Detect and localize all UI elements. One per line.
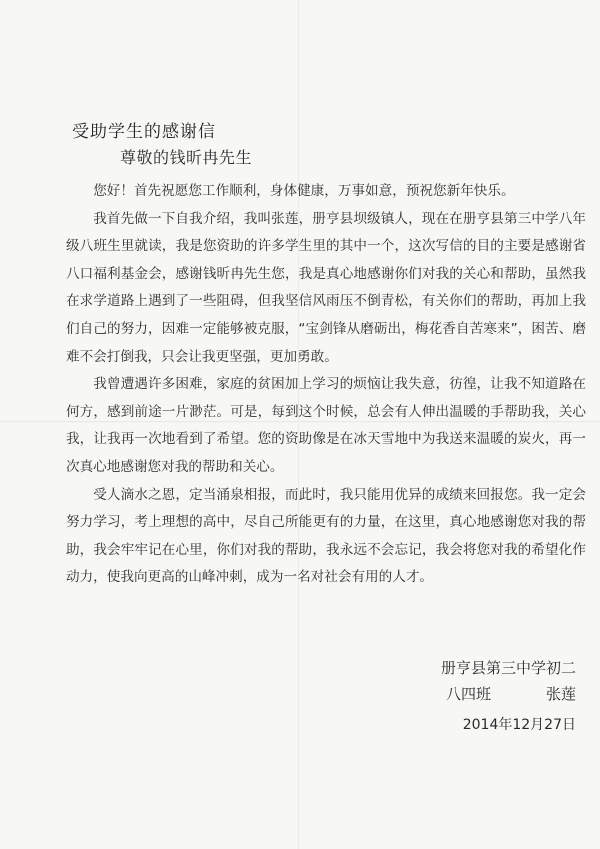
signature-school: 册亨县第三中学初二 — [440, 659, 576, 677]
letter-paragraph: 受人滴水之恩，定当涌泉相报，而此时，我只能用优异的成绩来回报您。我一定会努力学习，考上理想的高中，尽自己所能更有的力量，在这里，真心地感谢您对我的帮助，我会牢牢记在心里，你们对我的帮助，我永远不会忘记，我会将您对我的希望化作动力，使我向更高的山峰冲刺，成为一名对社会有用的人才。 — [66, 486, 586, 586]
letter-title: 受助学生的感谢信 — [72, 122, 216, 142]
signature-class: 八四班 — [446, 685, 492, 703]
letter-signature — [426, 655, 576, 707]
letter-paragraph: 我首先做一下自我介绍，我叫张莲，册亨县坝级镇人，现在在册亨县第三中学八年级八班生里就读，我是您资助的许多学生里的其中一个，这次写信的目的主要是感谢省八口福利基金会，感谢钱昕冉先生您，我是真心地感谢你们对我的关心和帮助，虽然我在求学道路上遇到了一些阻碍，但我坚信风雨压不倒青松，有关你们的帮助，再加上我们自己的努力，因难一定能够被克服，“宝剑锋从磨砺出，梅花香自苦寒来”，困苦、磨难不会打倒我，只会让我更坚强，更加勇敢。 — [66, 210, 586, 365]
letter-paragraph: 您好！首先祝愿您工作顺利，身体健康，万事如意，预祝您新年快乐。 — [93, 183, 515, 199]
letter-paragraph: 我曾遭遇许多困难，家庭的贫困加上学习的烦恼让我失意，彷徨，让我不知道路在何方，感到前途一片渺茫。可是，每到这个时候，总会有人伸出温暖的手帮助我，关心我，让我再一次地看到了希望。您的资助像是在冰天雪地中为我送来温暖的炭火，再一次真心地感谢您对我的帮助和关心。 — [66, 376, 586, 475]
letter-date: 2014年12月27日 — [462, 717, 576, 733]
letter-body — [66, 178, 586, 592]
letter-salutation: 尊敬的钱昕冉先生 — [120, 148, 253, 167]
signature-name: 张莲 — [545, 685, 576, 703]
